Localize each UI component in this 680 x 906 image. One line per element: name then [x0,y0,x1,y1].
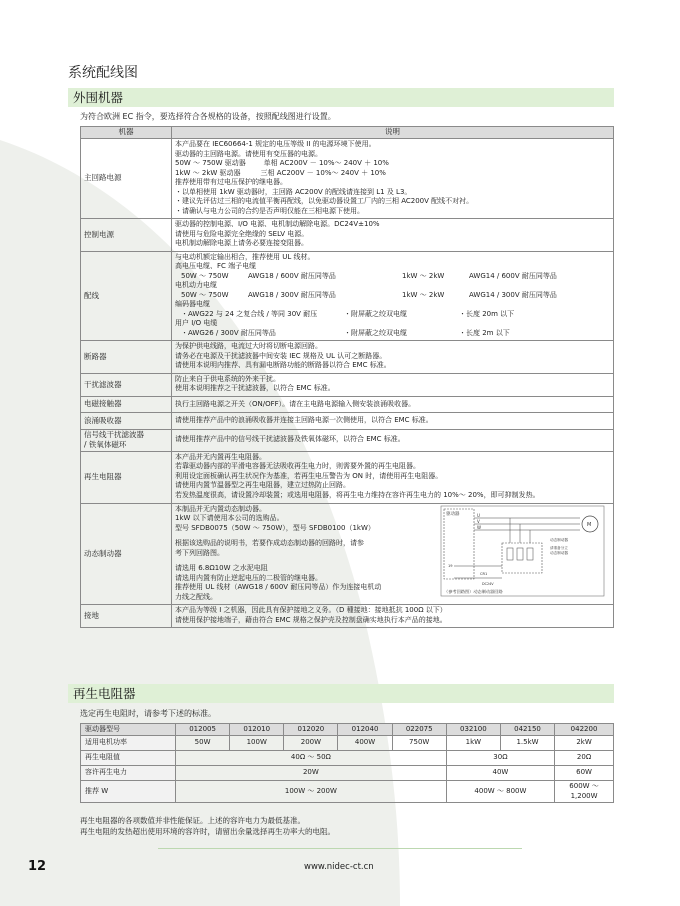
diagram-v-label: V [477,518,480,524]
model-cell: 012040 [338,724,392,736]
column-header-device: 机器 [81,127,172,139]
diagram-u-label: U [477,512,480,518]
table-cell: 750W [392,736,446,751]
table-row [81,736,614,751]
device-description: 本产品并无内置再生电阻器。 若靠驱动器内部的平滑电容器无法吸收再生电力时，则需要外置的再生电阻器。 利用设定面板确认再生状况作为基准，若再生电压警告为 ON 时，请使用再生电阻器。 请使用内置节温器型之再生电阻器，建立过热防止回路。 若发热温度很高，请设置冷却装置；或选用电阻器，将再生电力维持在容许再生电力的 10%～ 20%，即可抑制发热。 [172,451,614,503]
section-intro: 选定再生电阻时，请参考下述的标准。 [80,709,216,718]
table-row [81,503,614,605]
model-cell: 042150 [500,724,554,736]
diagram-w-label: W [477,524,481,530]
row-label: 适用电机功率 [81,736,176,751]
peripheral-equipment-table [80,126,614,628]
section-header-peripherals [68,88,614,107]
table-row [81,139,614,219]
device-label: 再生电阻器 [81,451,172,503]
table-row [81,373,614,396]
page-number: 12 [28,859,47,874]
section-intro: 为符合欧洲 EC 指令，要选择符合各规格的设备，按照配线图进行设置。 [80,112,336,121]
diagram-note: 动态制动器 [550,550,568,555]
diagram-note: 请准备分立 [550,545,568,550]
table-cell: 1.5kW [500,736,554,751]
table-cell: 2kW [555,736,614,751]
model-cell: 032100 [446,724,500,736]
device-label: 主回路电源 [81,139,172,219]
table-row [81,781,614,803]
footer-divider [158,848,522,849]
table-row [81,766,614,781]
table-row [81,219,614,252]
footer-url: www.nidec-ct.cn [304,862,374,872]
table-header-row [81,724,614,736]
table-row [81,396,614,413]
row-label: 容许再生电力 [81,766,176,781]
device-description: 本产品为等级 I 之机器，因此具有保护接地之义务。（D 種接地：接地抵抗 100Ω 以下） 请使用保护接地端子，藉由符合 EMC 规格之保护壳及控制盘确实地执行本产品的接地。 [172,605,614,628]
model-cell: 012020 [284,724,338,736]
device-label: 电磁接触器 [81,396,172,413]
table-row [81,413,614,430]
device-description: 请使用推荐产品中的浪涌吸收器并连接主回路电源一次侧使用，以符合 EMC 标准。 [172,413,614,430]
table-cell: 400W ～ 800W [446,781,554,803]
regen-resistor-table [80,723,614,803]
diagram-terminal-label: 19 [448,563,453,568]
regen-notes: 再生电阻器的各项数值并非性能保证。上述的容许电力为最低基准。 再生电阻的发热超出使用环境的容许时，请留出余量选择再生功率大的电阻。 [80,816,335,836]
table-cell: 20W [176,766,447,781]
device-label: 控制电源 [81,219,172,252]
table-cell: 50W [176,736,230,751]
device-label: 动态制动器 [81,503,172,605]
device-label: 配线 [81,251,172,341]
wiring-spec-row: ・AWG22 与 24 之复合线 / 等同 30V 耐压 ・附屏蔽之绞双电缆 ・长度 20m 以下 [181,309,515,318]
section-title: 再生电阻器 [73,686,136,701]
table-row [81,341,614,374]
table-cell: 30Ω [446,751,554,766]
section-title: 外围机器 [73,90,124,105]
device-description: 本制品并无内置动态制动器。 1kW 以下请使用本公司的选购品。 型号 SFDB0075（50W ～ 750W），型号 SFDB0100（1kW） 根据该选购品的说明书，若要作成动态制动器的回路时，请参 考下列回路图。 请选用 6.8Ω10W 之水泥电阻 请选用内置有防止逆起电压的二极管的继电器。 推荐使用 UL 线材（AWG18 / 600V 耐压同等品）作为连接电机动 力线之配线。 驱动器 U V W M 动态制动器 请准备分立 动态制动器 19 CR1 DC24V （参考回路图）动态制动器回路 [172,503,614,605]
model-cell: 042200 [555,724,614,736]
row-label: 再生电阻值 [81,751,176,766]
table-cell: 40Ω ～ 50Ω [176,751,447,766]
device-description: 为保护供电线路，电流过大时将切断电源回路。 请务必在电源及干扰滤波器中间安装 IEC 规格及 UL 认可之断路器。 请使用本说明内推荐、具有漏电断路功能的断路器以符合 EMC 标准。 [172,341,614,374]
table-row [81,429,614,451]
model-cell: 022075 [392,724,446,736]
device-label: 断路器 [81,341,172,374]
table-row [81,451,614,503]
table-cell: 1kW [446,736,500,751]
device-description: 防止来自于供电系统的外来干扰。 使用本说明推荐之干扰滤波器，以符合 EMC 标准。 [172,373,614,396]
diagram-motor-label: M [587,521,592,528]
device-description: 与电动机额定输出相合，推荐使用 UL 线材。 高电压电缆、FC 端子电缆 50W ～ 750W AWG18 / 600V 耐压同等品 1kW ～ 2kW AWG14 / 600V 耐压同等品 电机动力电缆 50W ～ 750W AWG18 / 300V 耐压同等品 1kW ～ 2kW AWG14 / 300V 耐压同等品 编码器电缆 ・AWG22 与 24 之复合线 / 等同 30V 耐压 ・附屏蔽之绞双电缆 ・长度 20m 以下 用户 I/O 电缆 ・AWG26 / 300V 耐压同等品 ・附屏蔽之绞双电缆 ・长度 2m 以下 [172,251,614,341]
wiring-spec-row: 50W ～ 750W AWG18 / 600V 耐压同等品 1kW ～ 2kW AWG14 / 600V 耐压同等品 [181,271,557,280]
diagram-note: 动态制动器 [550,537,568,542]
table-cell: 600W ～ 1,200W [555,781,614,803]
table-cell: 40W [446,766,554,781]
device-description: 请使用推荐产品中的信号线干扰滤波器及铁氧体磁环，以符合 EMC 标准。 [172,429,614,451]
dynamic-brake-circuit-diagram [440,505,605,597]
table-row [81,251,614,341]
model-cell: 012005 [176,724,230,736]
table-cell: 200W [284,736,338,751]
row-label: 推荐 W [81,781,176,803]
table-header-row [81,127,614,139]
device-description: 执行主回路电源之开关（ON/OFF）。请在主电路电源输入侧安装浪涌吸收器。 [172,396,614,413]
table-cell: 20Ω [555,751,614,766]
diagram-caption: （参考回路图）动态制动器回路 [444,588,503,594]
wiring-spec-row: 50W ～ 750W AWG18 / 300V 耐压同等品 1kW ～ 2kW AWG14 / 300V 耐压同等品 [181,290,557,299]
table-cell: 60W [555,766,614,781]
table-row [81,605,614,628]
wiring-spec-row: ・AWG26 / 300V 耐压同等品 ・附屏蔽之绞双电缆 ・长度 2m 以下 [181,328,510,337]
device-label: 浪涌吸收器 [81,413,172,430]
diagram-driver-label: 驱动器 [446,511,460,517]
column-header-description: 说明 [172,127,614,139]
row-label: 驱动器型号 [81,724,176,736]
table-cell: 100W [230,736,284,751]
table-row [81,751,614,766]
device-description: 驱动器的控制电源、I/O 电源、电机制动解除电源。DC24V±10% 请使用与危险电源完全绝缘的 SELV 电源。 电机制动解除电源上请务必要连接变阻器。 [172,219,614,252]
device-label: 干扰滤波器 [81,373,172,396]
device-label: 接地 [81,605,172,628]
diagram-voltage-label: DC24V [482,581,494,586]
model-cell: 012010 [230,724,284,736]
page-title: 系统配线图 [68,65,138,81]
table-cell: 100W ～ 200W [176,781,447,803]
diagram-relay-label: CR1 [480,571,488,576]
device-label: 信号线干扰滤波器 / 铁氧体磁环 [81,429,172,451]
device-description: 本产品要在 IEC60664-1 规定的电压等级 II 的电源环境下使用。 驱动器的主回路电源。请使用有变压器的电源。 50W ～ 750W 驱动器 单相 AC200V － 10%～ 240V ＋ 10% 1kW ～ 2kW 驱动器 三相 AC200V － 10%～ 240V ＋ 10% 推荐使用带有过电压保护的继电器。 ・以单相使用 1kW 驱动器时，主回路 AC200V 的配线请连接到 L1 及 L3。 ・建议先评估过三相的电流值平衡再配线，以免驱动器设置工厂内的三相 AC200V 配线不对衬。 ・请确认与电力公司的合约是否声明仅能在三相电源下使用。 [172,139,614,219]
section-header-regen-resistor [68,684,614,703]
table-cell: 400W [338,736,392,751]
